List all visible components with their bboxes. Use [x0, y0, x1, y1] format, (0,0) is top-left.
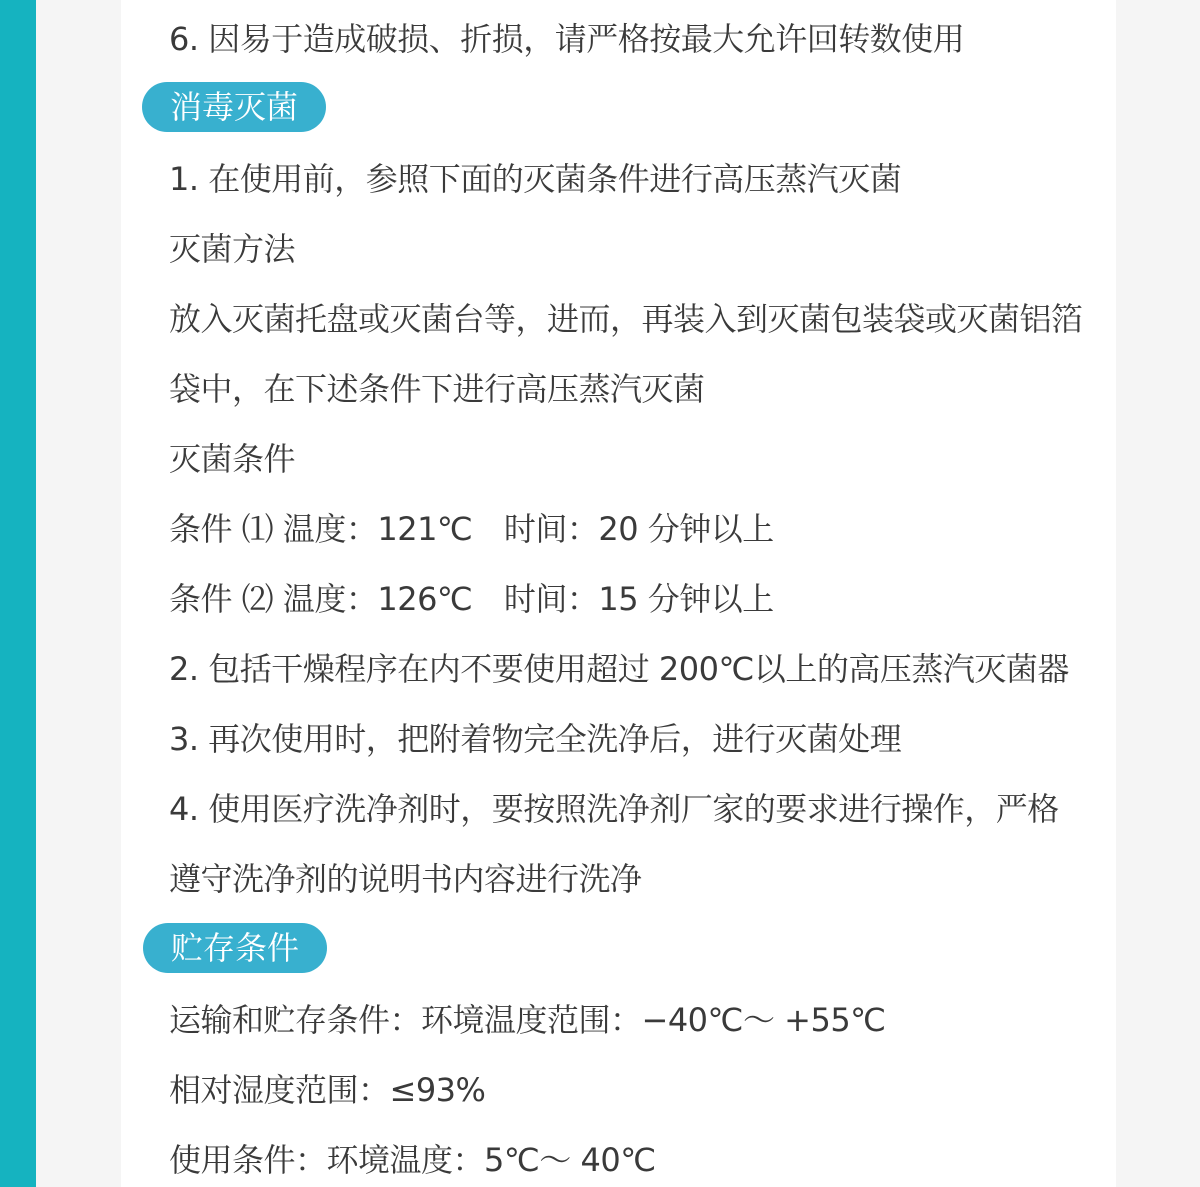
disinfection-line: 2. 包括干燥程序在内不要使用超过 200℃以上的高压蒸汽灭菌器 — [169, 650, 1069, 688]
disinfection-line: 3. 再次使用时，把附着物完全洗净后，进行灭菌处理 — [169, 720, 902, 758]
storage-line: 使用条件：环境温度：5℃～ 40℃ — [169, 1141, 656, 1179]
left-accent-bar — [0, 0, 36, 1187]
storage-line: 相对湿度范围：≤93% — [169, 1071, 486, 1109]
disinfection-line: 条件 ⑴ 温度：121℃ 时间：20 分钟以上 — [169, 510, 774, 548]
disinfection-line: 条件 ⑵ 温度：126℃ 时间：15 分钟以上 — [169, 580, 774, 618]
disinfection-line: 灭菌方法 — [169, 230, 296, 268]
instruction-line-6: 6. 因易于造成破损、折损，请严格按最大允许回转数使用 — [169, 20, 965, 58]
disinfection-line: 灭菌条件 — [169, 440, 296, 478]
section-heading-disinfection: 消毒灭菌 — [142, 82, 326, 132]
storage-line: 运输和贮存条件：环境温度范围：−40℃～ +55℃ — [169, 1001, 886, 1039]
disinfection-line: 遵守洗净剂的说明书内容进行洗净 — [169, 860, 642, 898]
disinfection-line: 放入灭菌托盘或灭菌台等，进而，再装入到灭菌包装袋或灭菌铝箔 — [169, 300, 1083, 338]
disinfection-line: 4. 使用医疗洗净剂时，要按照洗净剂厂家的要求进行操作，严格 — [169, 790, 1059, 828]
disinfection-line: 1. 在使用前，参照下面的灭菌条件进行高压蒸汽灭菌 — [169, 160, 902, 198]
section-heading-storage: 贮存条件 — [143, 923, 327, 973]
disinfection-line: 袋中，在下述条件下进行高压蒸汽灭菌 — [169, 370, 705, 408]
